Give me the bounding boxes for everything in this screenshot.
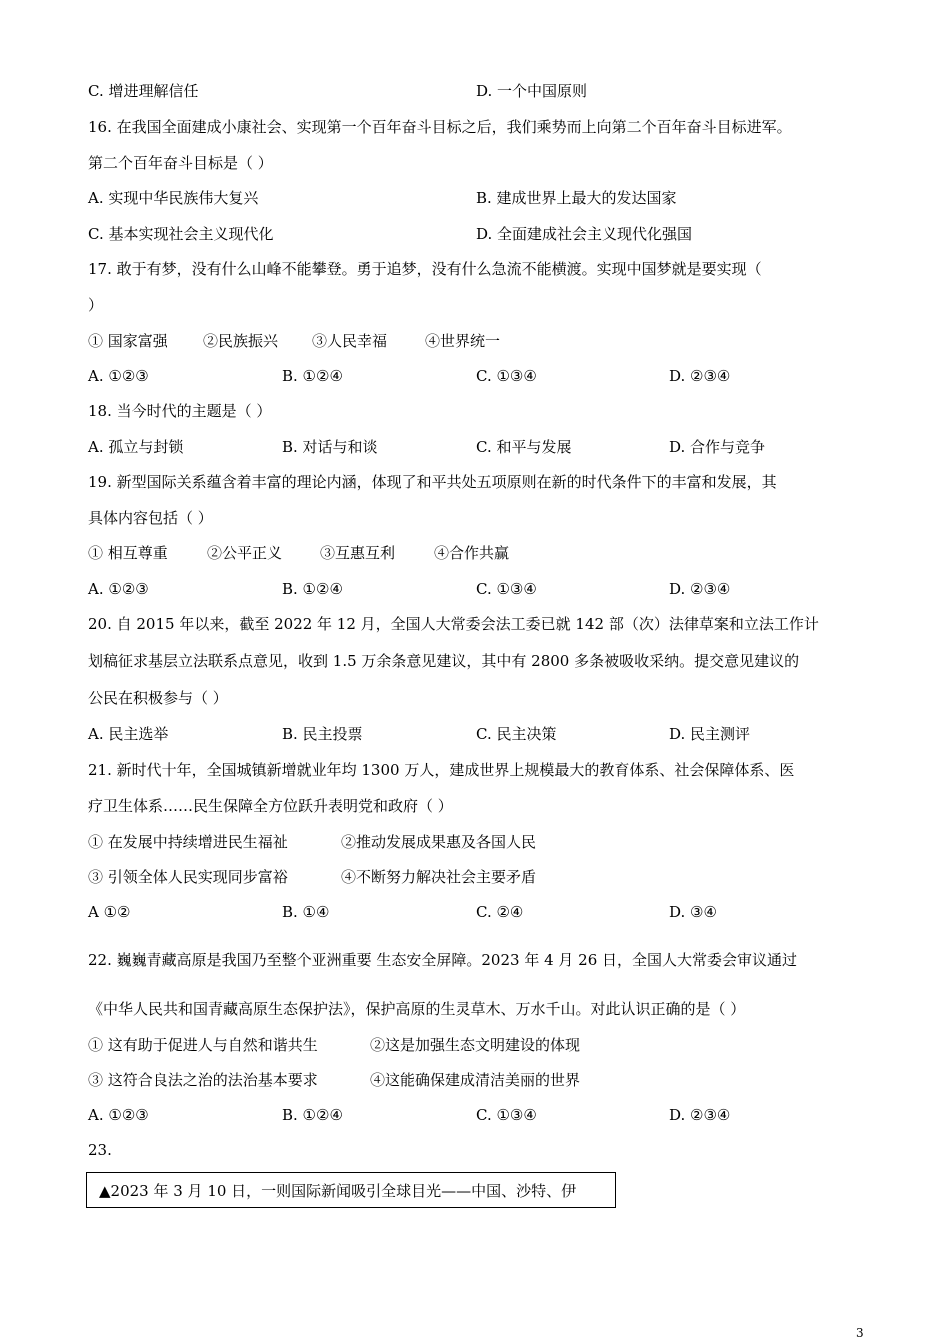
q19-statement-4: ④合作共赢: [434, 544, 510, 562]
q21-option-b: B. ①④: [282, 903, 330, 921]
q20-stem-line2: 划稿征求基层立法联系点意见，收到 1.5 万余条意见建议，其中有 2800 多条被吸收采纳。提交意见建议的: [88, 652, 800, 670]
page-number: 3: [856, 1326, 864, 1340]
q19-option-a: A. ①②③: [88, 580, 149, 598]
q21-statement-1: ① 在发展中持续增进民生福祉: [88, 833, 288, 851]
q17-stem-line1: 17. 敢于有梦，没有什么山峰不能攀登。勇于追梦，没有什么急流不能横渡。实现中国梦就是要实现（: [88, 260, 762, 278]
q21-option-d: D. ③④: [669, 903, 717, 921]
q18-stem: 18. 当今时代的主题是（ ）: [88, 402, 272, 420]
q17-option-a: A. ①②③: [88, 367, 149, 385]
q19-option-d: D. ②③④: [669, 580, 731, 598]
q22-statement-1: ① 这有助于促进人与自然和谐共生: [88, 1036, 318, 1054]
q22-option-d: D. ②③④: [669, 1106, 731, 1124]
q17-option-d: D. ②③④: [669, 367, 731, 385]
q19-statement-1: ① 相互尊重: [88, 544, 168, 562]
q20-option-c: C. 民主决策: [476, 725, 557, 743]
q20-stem-line3: 公民在积极参与（ ）: [88, 689, 228, 707]
q16-option-c: C. 基本实现社会主义现代化: [88, 225, 274, 243]
q18-option-c: C. 和平与发展: [476, 438, 572, 456]
q23-number: 23.: [88, 1141, 112, 1159]
q16-stem-line2: 第二个百年奋斗目标是（ ）: [88, 154, 273, 172]
q22-statement-4: ④这能确保建成清洁美丽的世界: [370, 1071, 581, 1089]
q22-option-c: C. ①③④: [476, 1106, 537, 1124]
q22-stem-line1: 22. 巍巍青藏高原是我国乃至整个亚洲重要 生态安全屏障。2023 年 4 月 26 日，全国人大常委会审议通过: [88, 951, 798, 969]
q17-stem-line2: ）: [88, 296, 104, 314]
q17-option-b: B. ①②④: [282, 367, 343, 385]
q16-stem-line1: 16. 在我国全面建成小康社会、实现第一个百年奋斗目标之后，我们乘势而上向第二个百年奋斗目标进军。: [88, 118, 792, 136]
q19-stem-line2: 具体内容包括（ ）: [88, 509, 213, 527]
q21-statement-3: ③ 引领全体人民实现同步富裕: [88, 868, 288, 886]
q21-stem-line1: 21. 新时代十年，全国城镇新增就业年均 1300 万人，建成世界上规模最大的教育体系、社会保障体系、医: [88, 761, 795, 779]
q18-option-d: D. 合作与竞争: [669, 438, 766, 456]
q16-option-a: A. 实现中华民族伟大复兴: [88, 189, 259, 207]
q22-stem-line2: 《中华人民共和国青藏高原生态保护法》，保护高原的生灵草木、万水千山。对此认识正确的是（ ）: [88, 1000, 746, 1018]
q22-option-b: B. ①②④: [282, 1106, 343, 1124]
q21-statement-4: ④不断努力解决社会主要矛盾: [341, 868, 537, 886]
q16-option-b: B. 建成世界上最大的发达国家: [476, 189, 677, 207]
q20-stem-line1: 20. 自 2015 年以来，截至 2022 年 12 月，全国人大常委会法工委已就 142 部（次）法律草案和立法工作计: [88, 615, 819, 633]
q18-option-b: B. 对话与和谈: [282, 438, 378, 456]
q17-statement-2: ②民族振兴: [203, 332, 279, 350]
q17-statement-1: ① 国家富强: [88, 332, 168, 350]
q20-option-d: D. 民主测评: [669, 725, 751, 743]
q19-option-b: B. ①②④: [282, 580, 343, 598]
q21-option-a: A ①②: [88, 903, 131, 921]
q22-statement-2: ②这是加强生态文明建设的体现: [370, 1036, 581, 1054]
q15-option-d: D. 一个中国原则: [476, 82, 588, 100]
q16-option-d: D. 全面建成社会主义现代化强国: [476, 225, 693, 243]
q23-material-box: [86, 1172, 616, 1208]
q19-statement-2: ②公平正义: [207, 544, 283, 562]
q21-stem-line2: 疗卫生体系……民生保障全方位跃升表明党和政府（ ）: [88, 797, 453, 815]
q21-option-c: C. ②④: [476, 903, 524, 921]
q22-statement-3: ③ 这符合良法之治的法治基本要求: [88, 1071, 318, 1089]
q17-option-c: C. ①③④: [476, 367, 537, 385]
q22-option-a: A. ①②③: [88, 1106, 149, 1124]
q17-statement-4: ④世界统一: [425, 332, 501, 350]
q20-option-b: B. 民主投票: [282, 725, 363, 743]
q18-option-a: A. 孤立与封锁: [88, 438, 184, 456]
q19-statement-3: ③互惠互利: [320, 544, 396, 562]
q21-statement-2: ②推动发展成果惠及各国人民: [341, 833, 537, 851]
q19-stem-line1: 19. 新型国际关系蕴含着丰富的理论内涵，体现了和平共处五项原则在新的时代条件下的丰富和发展，其: [88, 473, 777, 491]
q15-option-c: C. 增进理解信任: [88, 82, 199, 100]
q17-statement-3: ③人民幸福: [312, 332, 388, 350]
q23-material-text: ▲2023 年 3 月 10 日，一则国际新闻吸引全球目光——中国、沙特、伊: [99, 1182, 577, 1200]
q19-option-c: C. ①③④: [476, 580, 537, 598]
q20-option-a: A. 民主选举: [88, 725, 169, 743]
